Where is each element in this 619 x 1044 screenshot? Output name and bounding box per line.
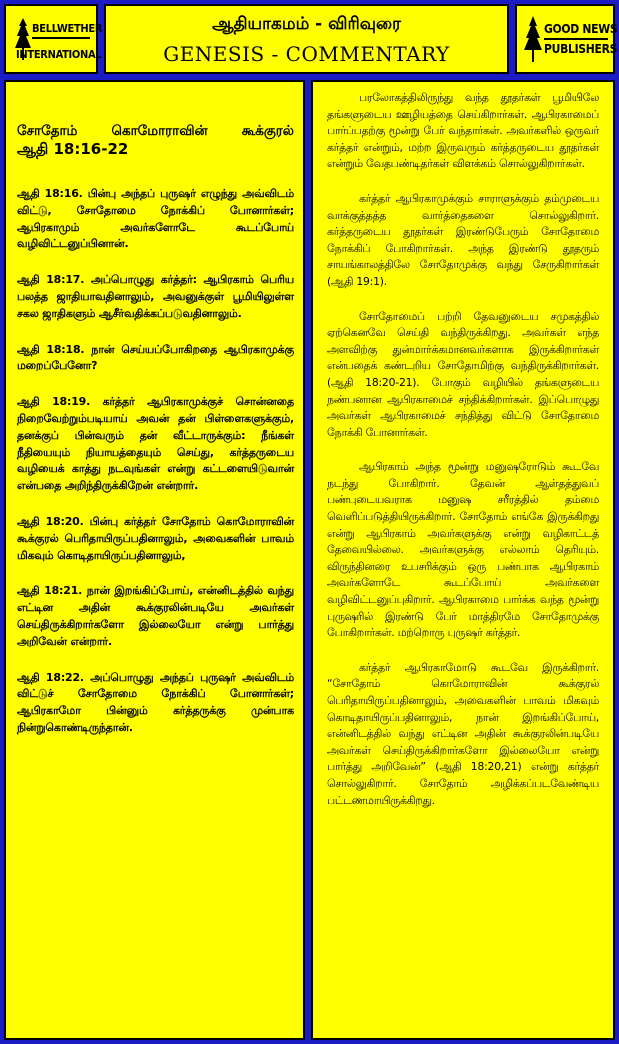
logo-left-line1: BELLWETHER [32, 22, 103, 35]
commentary-paragraph: ஆபிரகாம் அந்த மூன்று மனுஷரோடும் கூடவே நடந்து போகிறார். தேவன் ஆள்தத்துவப் பண்புடையவராக மனுஷ சரீரத்தில் தம்மை வெளிப்படுத்தியிருக்கிறார். சோதோம் எங்கே இருக்கிறது என்று ஆபிரகாம் அவர்களுக்கு என்று வழிகாட்டத் தேவையில்லை. அவர்களுக்கு எல்லாம் தெரியும். விருந்தினரை உபசரிக்கும் ஒரு பண்பாக ஆபிரகாம் அவர்களோடே கூடப்போய் அவர்களை வழிவிட்டனுப்புகிறார். ஆபிரகாமை பார்க்க வந்த மூன்று புருஷரில் இரண்டு பேர் மாத்திரமே சோதோமுக்கு போகிறார்கள். மற்றொரு புருஷர் கர்த்தர். [327, 460, 599, 640]
scripture-column [4, 80, 305, 1040]
bellwether-logo [4, 4, 103, 74]
logo-left-line2: INTERNATIONAL [16, 48, 102, 61]
verse: ஆதி 18:21. நான் இறங்கிப்போய், என்னிடத்தில் வந்து எட்டின அதின் கூக்குரலின்படியே அவர்கள் செய்திருக்கிறார்களோ இல்லையோ என்று பார்த்து அறிவேன் என்றார். [17, 584, 294, 648]
logo-right-rule [544, 38, 608, 40]
commentary-paragraph: கர்த்தர் ஆபிரகாமுக்கும் சாராளுக்கும் தம்முடைய வாக்குத்தத்த வார்த்தைகளை சொல்லுகிறார். கர்த்தருடைய தூதர்கள் இரண்டுபேரும் சோதோமை நோக்கிப் போகிறார்கள். அந்த இரண்டு தூதரும் சாயங்காலத்திலே சோதோமுக்கு வந்து சேருகிறார்கள் (ஆதி 19:1). [327, 191, 599, 288]
verse: ஆதி 18:16. பின்பு அந்தப் புருஷர் எழுந்து அவ்விடம் விட்டு, சோதோமை நோக்கிப் போனார்கள்; ஆபிரகாமும் அவர்களோடே கூடப்போய் வழிவிட்டனுப்பினான். [17, 187, 294, 251]
logo-left-rule [32, 37, 90, 39]
good-news-publishers-logo [515, 4, 618, 74]
commentary-paragraph: கர்த்தர் ஆபிரகாமோடு கூடவே இருக்கிறார். “சோதோம் கொமோராவின் கூக்குரல் பெரிதாயிருப்பதினாலும், அவைகளின் பாவம் மிகவும் கொடிதாயிருப்பதினாலும், நான் இறங்கிப்போய், என்னிடத்தில் வந்து எட்டின அதின் கூக்குரலின்படியே அவர்கள் செய்திருக்கிறார்களோ இல்லையோ என்று பார்த்து அறிவேன்” (ஆதி 18:20,21) என்று கர்த்தர் சொல்லுகிறார். சோதோம் அழிக்கப்படவேண்டிய பட்டணமாயிருக்கிறது. [327, 660, 599, 807]
verse: ஆதி 18:20. பின்பு கர்த்தர் சோதோம் கொமோராவின் கூக்குரல் பெரிதாயிருப்பதினாலும், அவைகளின் பாவம் மிகவும் கொடிதாயிருப்பதினாலும், [17, 514, 294, 562]
verse: ஆதி 18:17. அப்பொழுது கர்த்தர்: ஆபிரகாம் பெரிய பலத்த ஜாதியாவதினாலும், அவனுக்குள் பூமியிலுள்ள சகல ஜாதிகளும் ஆசீர்வதிக்கப்படுவதினாலும். [17, 273, 294, 320]
passage-title: சோதோம் கொமோராவின் கூக்குரல் [17, 123, 294, 139]
logo-right-line2: PUBLISHERS [544, 42, 618, 56]
logo-right-line1: GOOD NEWS [544, 22, 618, 36]
passage-reference: ஆதி 18:16-22 [17, 140, 129, 158]
title-banner [104, 4, 509, 74]
verse: ஆதி 18:22. அப்பொழுது அந்தப் புருஷர் அவ்விடம் விட்டுச் சோதோமை நோக்கிப் போனார்கள்; ஆபிரகாமோ பின்னும் கர்த்தருக்கு முன்பாக நின்றுகொண்டிருந்தான். [17, 670, 294, 734]
commentary-column [311, 80, 615, 1040]
commentary-paragraph: சோதோமைப் பற்றி தேவனுடைய சமுகத்தில் ஏற்கெனவே செய்தி வந்திருக்கிறது. அவர்கள் எந்த அளவிற்கு துன்மார்க்கமானவர்களாக இருக்கிறார்கள் என்பதைக் கண்டறிய சோதோமிற்கு வந்திருக்கிறார்கள். (ஆதி 18:20-21). போகும் வழியில் தங்களுடைய நண்பனான ஆபிரகாமைச் சந்திக்கிறார்கள். இப்பொழுது அவர்கள் ஆபிரகாமைச் சந்தித்து விட்டு சோதோமை நோக்கி போனார்கள். [327, 309, 599, 439]
title-tamil: ஆதியாகமம் - விரிவுரை [212, 14, 401, 34]
commentary-paragraph: பரலோகத்திலிருந்து வந்த தூதர்கள் பூமியிலே தங்களுடைய ஊழியத்தை செய்கிறார்கள். ஆபிரகாமைப் பார்ப்பதற்கு மூன்று பேர் வந்தார்கள். அவர்களில் ஒருவர் கர்த்தர் என்றும், மற்ற இருவரும் கர்த்தருடைய தூதர்கள் என்றும் வேதபண்டிதர்கள் விளக்கம் சொல்லுகிறார்கள். [327, 91, 599, 171]
verse: ஆதி 18:18. நான் செய்யப்போகிறதை ஆபிரகாமுக்கு மறைப்பேனோ? [17, 342, 294, 373]
good-news-logo-icon [522, 14, 544, 64]
title-english: GENESIS - COMMENTARY [163, 42, 450, 66]
verse: ஆதி 18:19. கர்த்தர் ஆபிரகாமுக்குச் சொன்னதை நிறைவேற்றும்படியாய் அவன் தன் பிள்ளைகளுக்கும், தனக்குப் பின்வரும் தன் வீட்டாருக்கும்: நீங்கள் நீதியையும் நியாயத்தையும் செய்து, கர்த்தருடைய வழியைக் காத்து நடவுங்கள் என்று கட்டளையிடுவான் என்பதை அறிந்திருக்கிறேன் என்றார். [17, 395, 294, 493]
passage-heading [17, 122, 294, 158]
